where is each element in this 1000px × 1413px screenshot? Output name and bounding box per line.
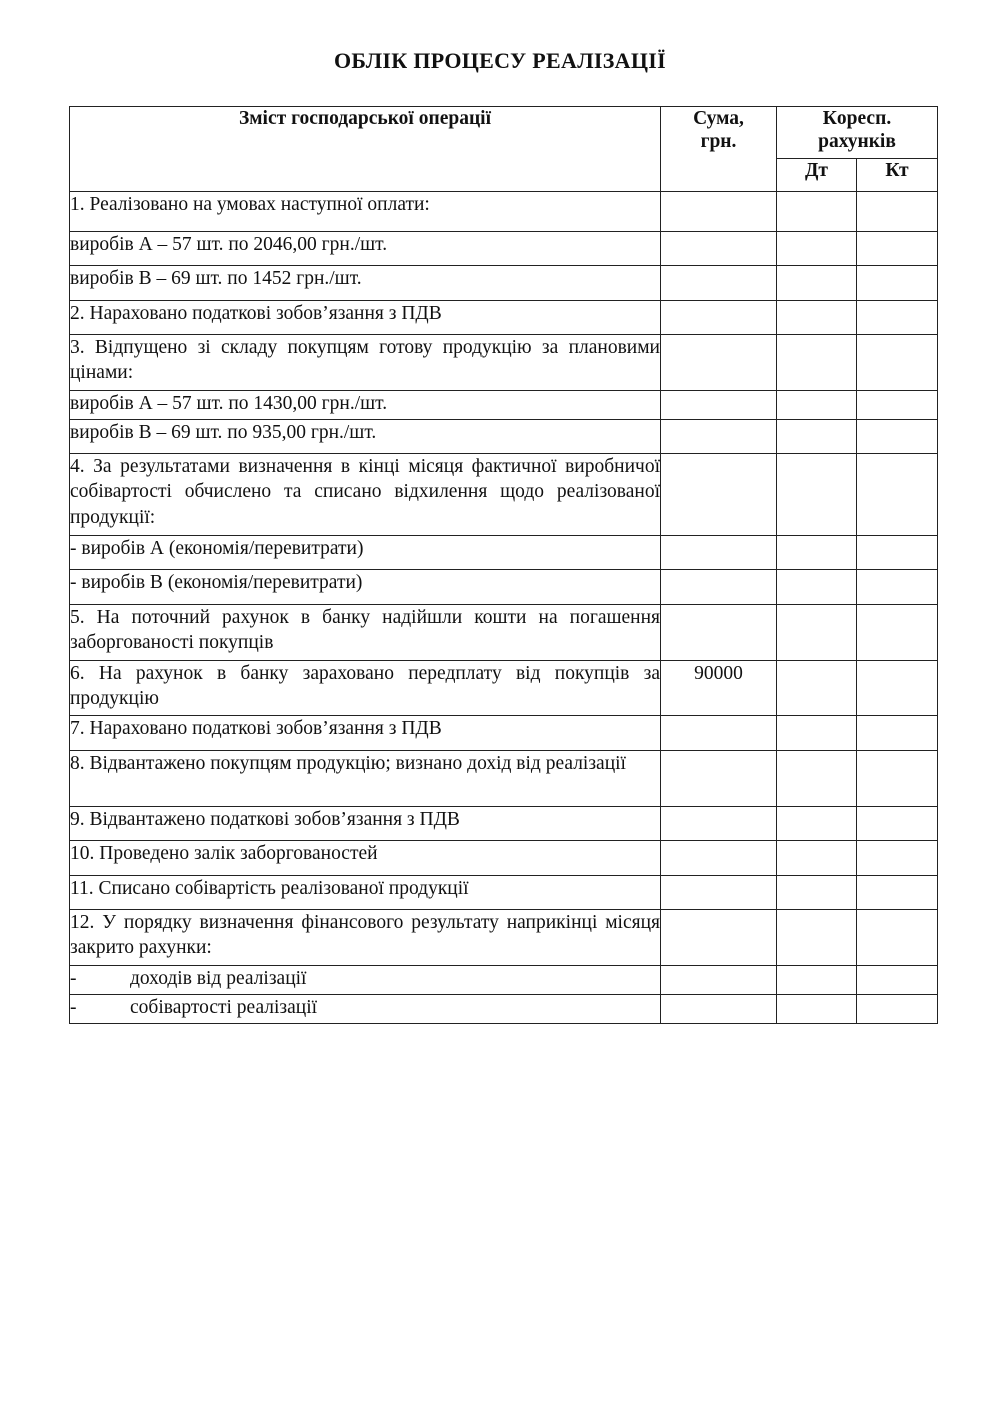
row-debit[interactable]	[777, 335, 857, 391]
table-row	[70, 266, 938, 301]
row-debit[interactable]	[777, 841, 857, 876]
table-row	[70, 301, 938, 335]
row-sum[interactable]	[661, 910, 777, 966]
row-sum[interactable]	[661, 192, 777, 232]
table-row	[70, 335, 938, 391]
row-description: 11. Списано собівартість реалізованої продукції	[70, 876, 661, 910]
row-description: виробів В – 69 шт. по 1452 грн./шт.	[70, 266, 661, 301]
row-debit[interactable]	[777, 232, 857, 266]
table-row	[70, 716, 938, 751]
row-description: 2. Нараховано податкові зобов’язання з ПДВ	[70, 301, 661, 335]
header-accounts-line2: рахунків	[818, 131, 896, 153]
row-debit[interactable]	[777, 910, 857, 966]
row-credit[interactable]	[857, 420, 938, 454]
header-accounts	[777, 107, 938, 159]
row-description: 4. За результатами визначення в кінці місяця фактичної виробничої собівартості обчислено та списано відхилення щодо реалізованої продукції:	[70, 454, 661, 536]
row-debit[interactable]	[777, 716, 857, 751]
row-description: 12. У порядку визначення фінансового результату наприкінці місяця закрито рахунки:	[70, 910, 661, 966]
table-row	[70, 391, 938, 420]
row-description: 6. На рахунок в банку зараховано передплату від покупців за продукцію	[70, 661, 661, 716]
row-credit[interactable]	[857, 192, 938, 232]
row-sum[interactable]	[661, 232, 777, 266]
row-debit[interactable]	[777, 966, 857, 995]
row-debit[interactable]	[777, 661, 857, 716]
row-description: - виробів В (економія/перевитрати)	[70, 570, 661, 605]
row-credit[interactable]	[857, 266, 938, 301]
table-row	[70, 570, 938, 605]
table-row	[70, 841, 938, 876]
table-row	[70, 605, 938, 661]
row-credit[interactable]	[857, 841, 938, 876]
header-sum	[661, 107, 777, 192]
row-debit[interactable]	[777, 570, 857, 605]
row-credit[interactable]	[857, 232, 938, 266]
row-debit[interactable]	[777, 454, 857, 536]
row-credit[interactable]	[857, 995, 938, 1024]
row-credit[interactable]	[857, 605, 938, 661]
row-credit[interactable]	[857, 570, 938, 605]
row-sum[interactable]	[661, 570, 777, 605]
table-row	[70, 995, 938, 1024]
row-credit[interactable]	[857, 751, 938, 807]
row-sum[interactable]	[661, 751, 777, 807]
row-sum[interactable]	[661, 716, 777, 751]
table-row	[70, 966, 938, 995]
row-description: 3. Відпущено зі складу покупцям готову продукцію за плановими цінами:	[70, 335, 661, 391]
operations-table	[69, 106, 938, 1024]
row-debit[interactable]	[777, 605, 857, 661]
row-credit[interactable]	[857, 966, 938, 995]
row-debit[interactable]	[777, 876, 857, 910]
table-row	[70, 536, 938, 570]
row-debit[interactable]	[777, 301, 857, 335]
table-row	[70, 661, 938, 716]
row-credit[interactable]	[857, 661, 938, 716]
page-title: ОБЛІК ПРОЦЕСУ РЕАЛІЗАЦІЇ	[334, 48, 666, 73]
row-sum[interactable]	[661, 876, 777, 910]
table-row	[70, 420, 938, 454]
row-debit[interactable]	[777, 266, 857, 301]
table-row	[70, 454, 938, 536]
row-debit[interactable]	[777, 536, 857, 570]
row-credit[interactable]	[857, 910, 938, 966]
row-text: доходів від реалізації	[130, 968, 307, 989]
row-description: 10. Проведено залік заборгованостей	[70, 841, 661, 876]
row-debit[interactable]	[777, 995, 857, 1024]
row-credit[interactable]	[857, 876, 938, 910]
row-description: 8. Відвантажено покупцям продукцію; визнано дохід від реалізації	[70, 751, 661, 807]
table-row	[70, 910, 938, 966]
row-sum[interactable]	[661, 454, 777, 536]
table-row	[70, 876, 938, 910]
row-sum[interactable]	[661, 841, 777, 876]
row-credit[interactable]	[857, 716, 938, 751]
header-sum-line1: Сума,	[693, 108, 744, 129]
row-description: виробів В – 69 шт. по 935,00 грн./шт.	[70, 420, 661, 454]
table-row	[70, 807, 938, 841]
row-credit[interactable]	[857, 454, 938, 536]
row-description	[70, 966, 661, 995]
table-row	[70, 751, 938, 807]
row-description: виробів А – 57 шт. по 1430,00 грн./шт.	[70, 391, 661, 420]
header-accounts-line1: Кoресп.	[822, 108, 892, 129]
header-debit: Дт	[777, 159, 857, 192]
row-debit[interactable]	[777, 420, 857, 454]
row-dash: -	[70, 968, 77, 989]
row-sum[interactable]	[661, 966, 777, 995]
row-sum[interactable]	[661, 420, 777, 454]
row-credit[interactable]	[857, 807, 938, 841]
row-description: 9. Відвантажено податкові зобов’язання з ПДВ	[70, 807, 661, 841]
row-description: виробів А – 57 шт. по 2046,00 грн./шт.	[70, 232, 661, 266]
row-sum[interactable]	[661, 266, 777, 301]
row-sum[interactable]: 90000	[661, 661, 777, 716]
header-sum-line2: грн.	[700, 131, 737, 153]
table-row	[70, 192, 938, 232]
row-description: 1. Реалізовано на умовах наступної оплати:	[70, 192, 661, 232]
row-sum[interactable]	[661, 391, 777, 420]
row-sum[interactable]	[661, 335, 777, 391]
row-debit[interactable]	[777, 807, 857, 841]
row-sum[interactable]	[661, 301, 777, 335]
row-sum[interactable]	[661, 536, 777, 570]
row-debit[interactable]	[777, 751, 857, 807]
header-credit: Кт	[857, 159, 938, 192]
row-description	[70, 995, 661, 1024]
row-sum[interactable]	[661, 807, 777, 841]
row-debit[interactable]	[777, 192, 857, 232]
row-sum[interactable]	[661, 605, 777, 661]
header-description: Зміст господарської операції	[70, 107, 661, 192]
table-row	[70, 232, 938, 266]
row-text: собівартості реалізації	[130, 997, 318, 1018]
row-description: - виробів А (економія/перевитрати)	[70, 536, 661, 570]
row-dash: -	[70, 997, 77, 1018]
row-description: 5. На поточний рахунок в банку надійшли кошти на погашення заборгованості покупців	[70, 605, 661, 661]
row-credit[interactable]	[857, 536, 938, 570]
row-debit[interactable]	[777, 391, 857, 420]
row-credit[interactable]	[857, 335, 938, 391]
row-description: 7. Нараховано податкові зобов’язання з ПДВ	[70, 716, 661, 751]
row-sum[interactable]	[661, 995, 777, 1024]
row-credit[interactable]	[857, 391, 938, 420]
row-credit[interactable]	[857, 301, 938, 335]
